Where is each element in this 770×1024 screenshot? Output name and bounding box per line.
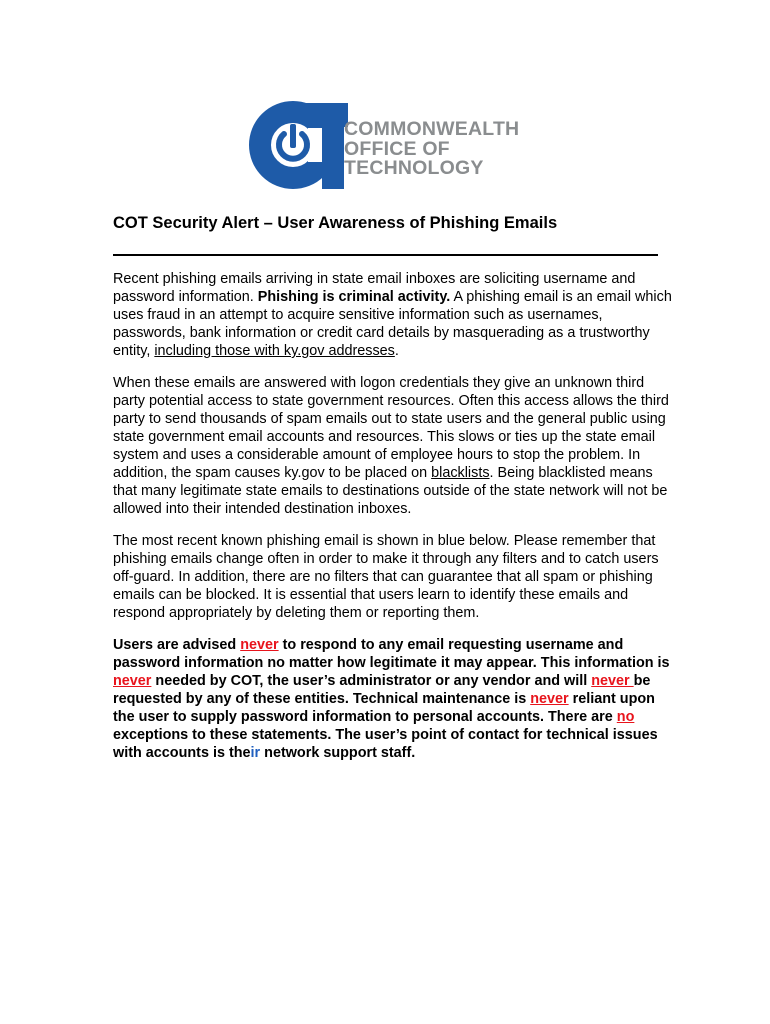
paragraph-consequences xyxy=(113,374,673,518)
emphasis-never: never xyxy=(113,673,152,689)
text-run: When these emails are answered with logon credentials they give an unknown third party potential access to state government resources. Often this access allows the third party to send thousands of spam emails out to state users and the general public using state government email accounts and resources. This slows or ties up the state email system and uses a considerable amount of employee hours to stop the problem. In addition, the spam causes ky.gov to be placed on xyxy=(113,375,669,481)
text-run: Recent phishing emails arriving in state email inboxes are soliciting username and password information. xyxy=(113,271,636,305)
emphasis-never: never xyxy=(591,673,634,689)
title-divider xyxy=(113,254,658,256)
cot-logo-mark xyxy=(248,100,348,190)
text-run: needed by COT, the user’s administrator or any vendor and will xyxy=(151,673,592,689)
logo-wordmark xyxy=(344,120,519,179)
emphasis-never: never xyxy=(530,691,569,707)
text-run: to respond to any email requesting username and password information no matter how legitimate it may appear. This information is xyxy=(113,637,670,671)
page-title: COT Security Alert – User Awareness of Phishing Emails xyxy=(113,214,558,232)
emphasis-no: no xyxy=(616,709,635,725)
cot-logo xyxy=(248,100,538,190)
text-run: reliant upon the user to supply password information to personal accounts. There are xyxy=(113,691,655,725)
text-run: . xyxy=(394,343,399,359)
text-run: A phishing email is an email which uses fraud in an attempt to acquire sensitive information such as usernames, passwords, bank information or credit card details by masquerading as a trustworthy entity, xyxy=(113,289,672,359)
paragraph-advisory xyxy=(113,636,673,762)
text-run: exceptions to these statements. The user’s point of contact for technical issues with accounts is the xyxy=(113,727,658,761)
text-run: Users are advised xyxy=(113,637,241,653)
text-run: . Being blacklisted means that many legitimate state emails to destinations outside of the state network will not be allowed into their intended destination inboxes. xyxy=(113,465,668,517)
emphasis-never: never xyxy=(240,637,279,653)
paragraph-recent-email: The most recent known phishing email is shown in blue below. Please remember that phishing emails change often in order to make it through any filters and to catch users off-guard. In addition, there are no filters that can guarantee that all spam or phishing emails can be blocked. It is essential that users learn to identify these emails and respond appropriately by deleting them or reporting them. xyxy=(113,533,659,621)
logo-line-2: OFFICE OF xyxy=(344,137,450,160)
bold-statement: Phishing is criminal activity. xyxy=(257,289,451,305)
paragraph-intro xyxy=(113,270,673,360)
blue-text: ir xyxy=(250,745,261,761)
logo-line-3: TECHNOLOGY xyxy=(344,157,484,179)
underlined-text: including those with ky.gov addresses xyxy=(154,343,395,359)
underlined-text: blacklists xyxy=(431,465,490,481)
text-run: network support staff. xyxy=(260,745,416,761)
text-run: be requested by any of these entities. Technical maintenance is xyxy=(113,673,651,707)
document-body xyxy=(113,270,673,776)
logo-line-1: COMMONWEALTH xyxy=(344,118,520,140)
